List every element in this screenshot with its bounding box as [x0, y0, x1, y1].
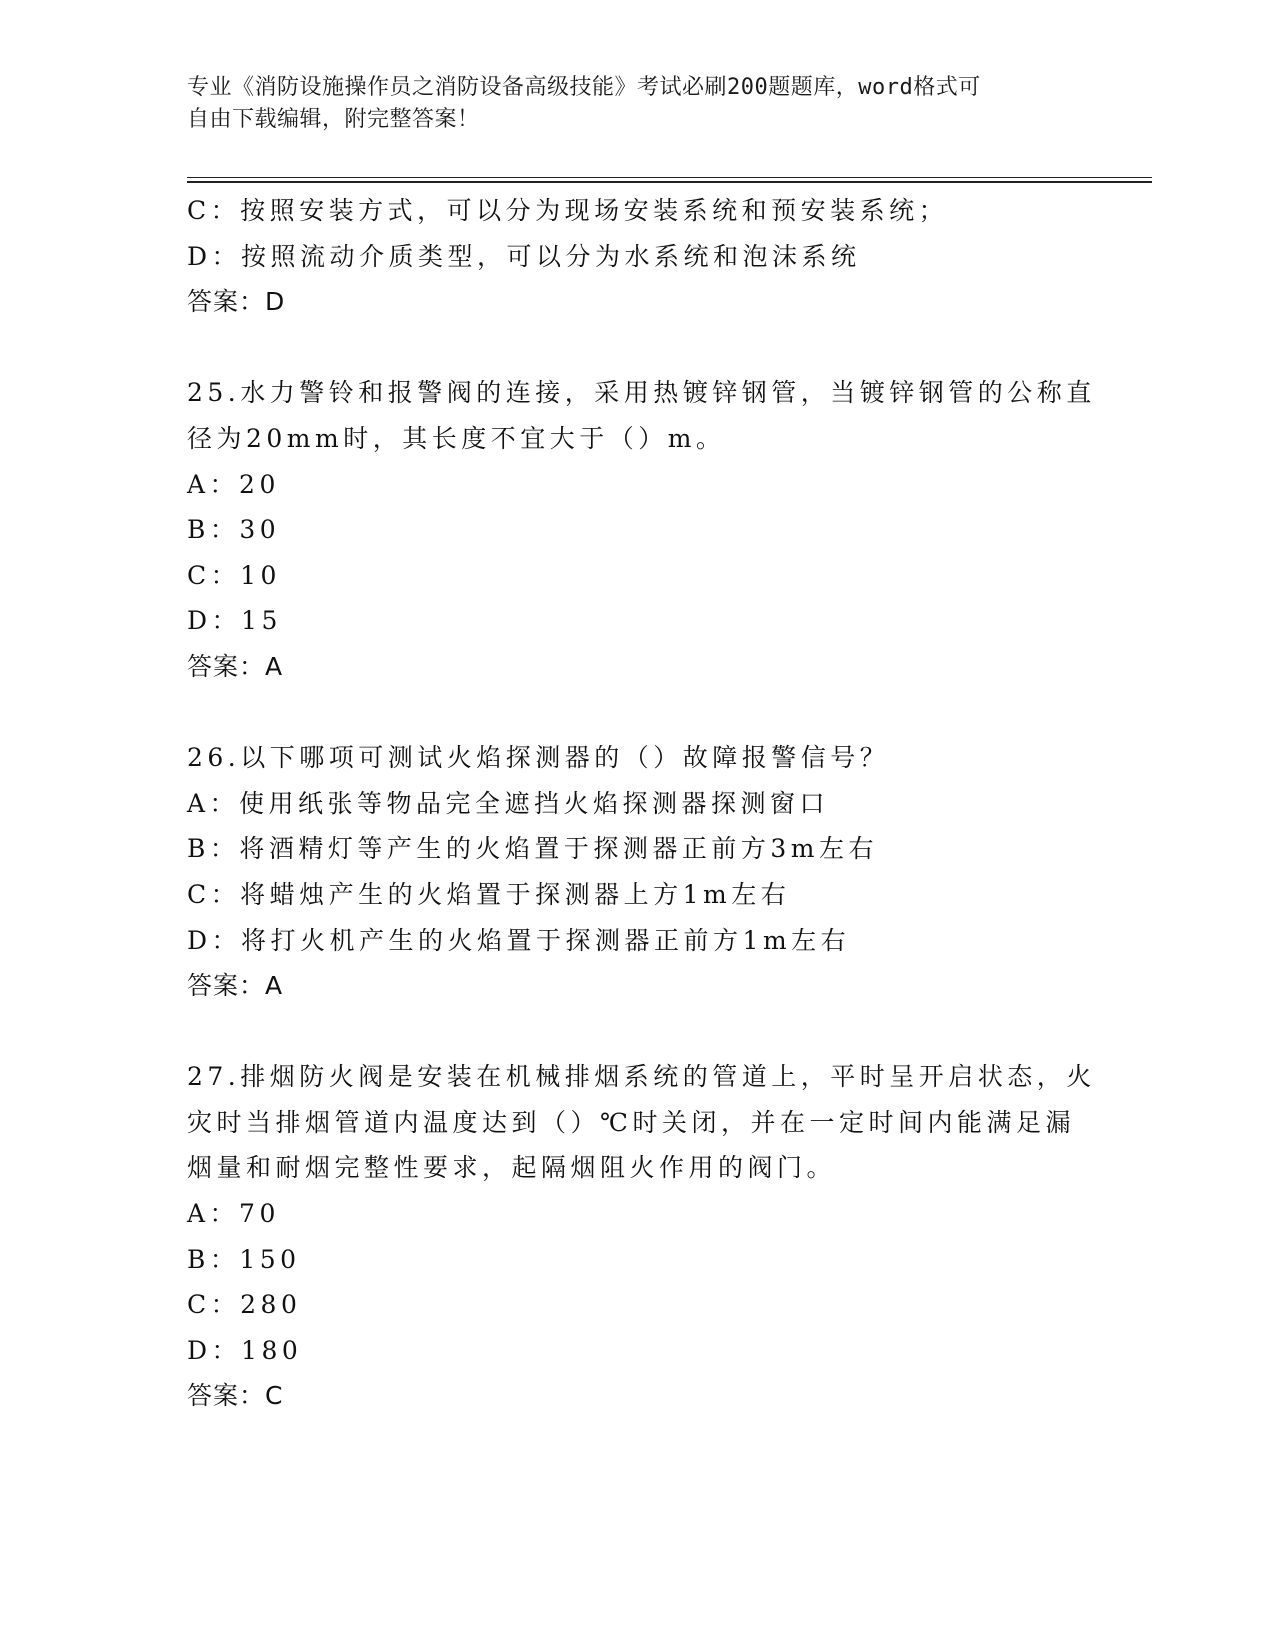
answer-line: 答案：A	[187, 971, 284, 1001]
spacer	[187, 1009, 1087, 1055]
option-c: C：280	[187, 1290, 302, 1320]
header-divider-thick	[187, 181, 1152, 183]
spacer	[187, 690, 1087, 736]
answer-line: 答案：C	[187, 1381, 284, 1411]
answer-line: 答案：A	[187, 651, 284, 681]
option-a: A：20	[187, 469, 280, 499]
option-d: D：180	[187, 1335, 303, 1365]
option-b: B：30	[187, 515, 281, 545]
header-line-2: 自由下载编辑，附完整答案！	[187, 107, 480, 132]
question-text-line: 烟量和耐烟完整性要求，起隔烟阻火作用的阀门。	[187, 1153, 837, 1183]
option-d: D：15	[187, 606, 282, 636]
option-c: C：按照安装方式，可以分为现场安装系统和预安装系统；	[187, 196, 949, 225]
question-25	[187, 370, 1096, 689]
question-27	[187, 1054, 1096, 1419]
question-text-line: 径为20mm时，其长度不宜大于（）m。	[187, 423, 726, 453]
option-d: D：将打火机产生的火焰置于探测器正前方1m左右	[187, 925, 851, 955]
question-26	[187, 735, 1087, 1009]
header-line-1: 专业《消防设施操作员之消防设备高级技能》考试必刷200题题库，word格式可	[187, 75, 981, 100]
option-b: B：150	[187, 1244, 301, 1274]
header-divider-thin	[187, 177, 1152, 178]
question-text-line: 27.排烟防火阀是安装在机械排烟系统的管道上，平时呈开启状态，火	[187, 1062, 1096, 1092]
question-text-line: 灾时当排烟管道内温度达到（）℃时关闭，并在一定时间内能满足漏	[187, 1107, 1075, 1137]
question-text-line: 26.以下哪项可测试火焰探测器的（）故障报警信号？	[187, 743, 890, 773]
option-d: D：按照流动介质类型，可以分为水系统和泡沫系统	[187, 241, 861, 271]
question-content	[187, 188, 1096, 1419]
option-a: A：70	[187, 1199, 280, 1229]
document-header	[187, 72, 1067, 136]
spacer	[187, 325, 1087, 371]
previous-question-continuation	[187, 188, 1087, 325]
question-text-line: 25.水力警铃和报警阀的连接，采用热镀锌钢管，当镀锌钢管的公称直	[187, 378, 1096, 408]
answer-line: 答案：D	[187, 287, 286, 317]
option-c: C：10	[187, 560, 281, 590]
option-c: C：将蜡烛产生的火焰置于探测器上方1m左右	[187, 879, 791, 909]
option-a: A：使用纸张等物品完全遮挡火焰探测器探测窗口	[187, 788, 830, 818]
option-b: B：将酒精灯等产生的火焰置于探测器正前方3m左右	[187, 834, 878, 864]
